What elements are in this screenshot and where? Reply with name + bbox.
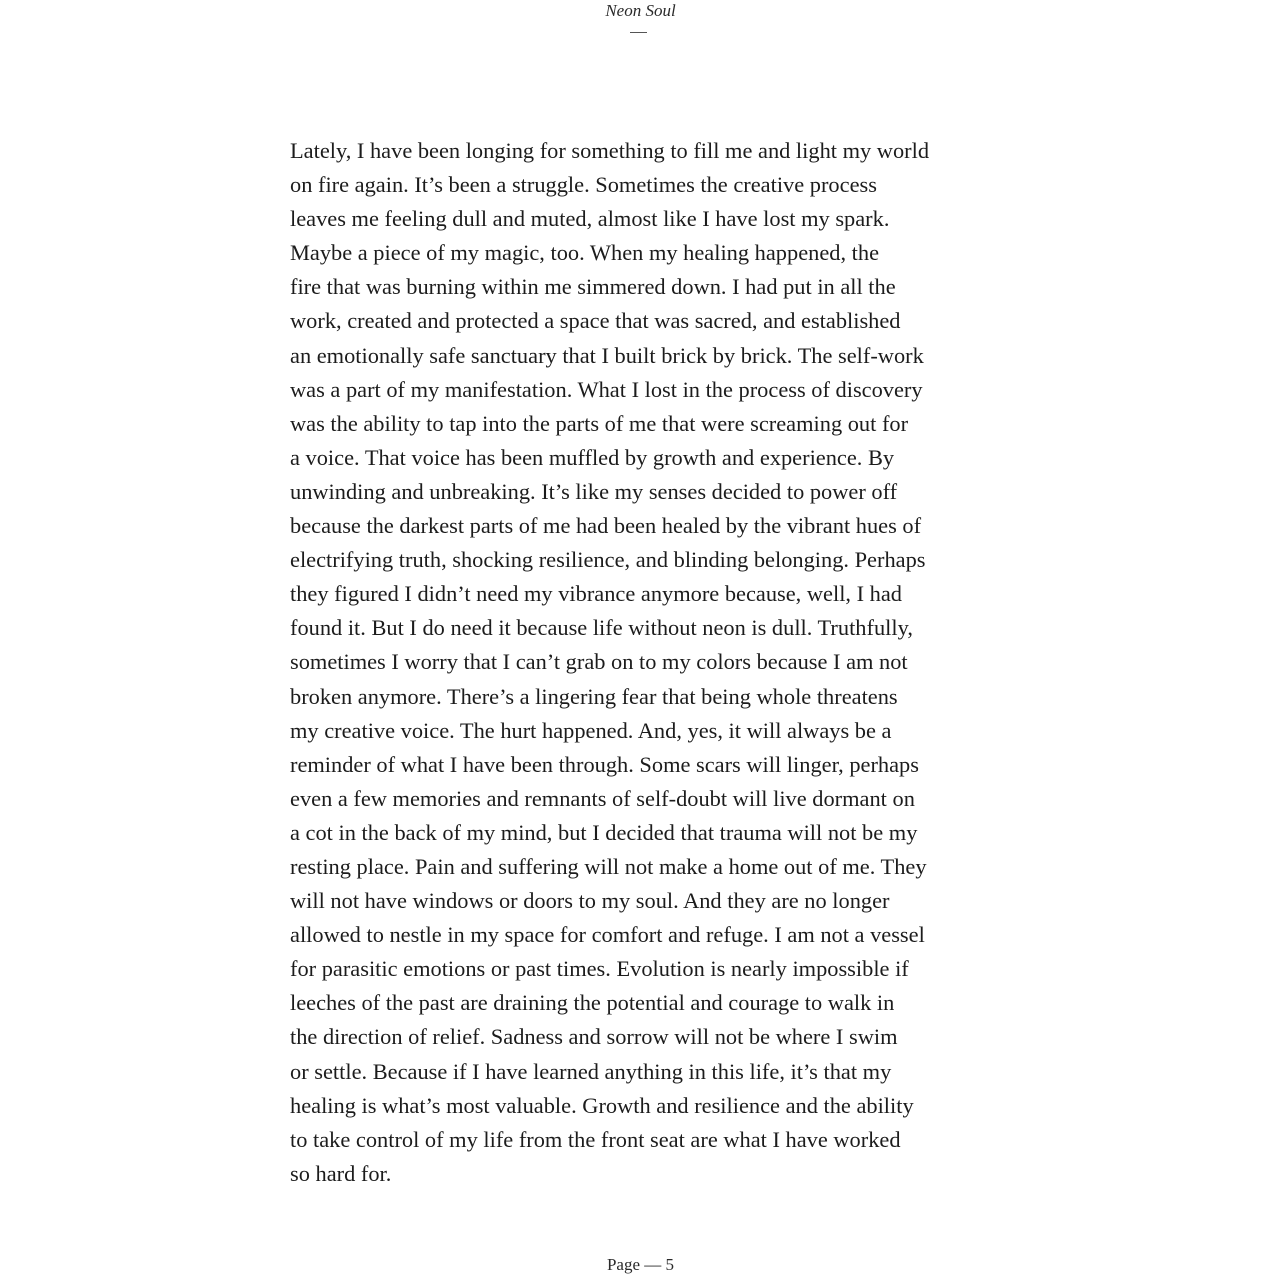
text-line: unwinding and unbreaking. It’s like my senses decided to power off xyxy=(290,478,898,504)
text-line: reminder of what I have been through. Some scars will linger, perhaps xyxy=(290,751,919,777)
text-line: Maybe a piece of my magic, too. When my healing happened, the xyxy=(290,240,880,266)
text-line: they figured I didn’t need my vibrance anymore because, well, I had xyxy=(290,581,902,607)
text-line: so hard for. xyxy=(290,1160,392,1186)
text-line: because the darkest parts of me had been healed by the vibrant hues of xyxy=(290,513,922,539)
book-title: Neon Soul xyxy=(605,1,676,20)
text-line: a voice. That voice has been muffled by growth and experience. By xyxy=(290,444,895,470)
text-line: work, created and protected a space that was sacred, and established xyxy=(290,308,901,334)
text-line: will not have windows or doors to my soul. And they are no longer xyxy=(290,888,890,914)
text-line: was the ability to tap into the parts of me that were screaming out for xyxy=(290,410,909,436)
text-line: for parasitic emotions or past times. Evolution is nearly impossible if xyxy=(290,956,909,982)
text-line: my creative voice. The hurt happened. And, yes, it will always be a xyxy=(290,717,892,743)
text-line: the direction of relief. Sadness and sorrow will not be where I swim xyxy=(290,1024,898,1050)
page-number: Page — 5 xyxy=(606,1255,675,1274)
text-line: on fire again. It’s been a struggle. Sometimes the creative process xyxy=(290,172,877,198)
header-rule xyxy=(630,32,647,33)
text-line: Lately, I have been longing for something to fill me and light my world xyxy=(290,138,930,163)
text-line: healing is what’s most valuable. Growth and resilience and the ability xyxy=(290,1092,914,1118)
body-text xyxy=(290,134,1010,1191)
text-line: resting place. Pain and suffering will not make a home out of me. They xyxy=(290,853,927,879)
text-line: found it. But I do need it because life without neon is dull. Truthfully, xyxy=(290,615,913,641)
text-line: sometimes I worry that I can’t grab on to my colors because I am not xyxy=(290,649,908,675)
text-line: electrifying truth, shocking resilience, and blinding belonging. Perhaps xyxy=(290,547,926,573)
text-line: leaves me feeling dull and muted, almost like I have lost my spark. xyxy=(290,206,890,232)
text-line: was a part of my manifestation. What I lost in the process of discovery xyxy=(290,376,923,402)
text-line: fire that was burning within me simmered down. I had put in all the xyxy=(290,274,896,300)
text-line: broken anymore. There’s a lingering fear that being whole threatens xyxy=(290,683,898,709)
text-line: an emotionally safe sanctuary that I built brick by brick. The self-work xyxy=(290,342,924,368)
text-line: a cot in the back of my mind, but I decided that trauma will not be my xyxy=(290,819,918,845)
text-line: or settle. Because if I have learned anything in this life, it’s that my xyxy=(290,1058,892,1084)
text-line: leeches of the past are draining the potential and courage to walk in xyxy=(290,990,895,1016)
text-line: allowed to nestle in my space for comfort and refuge. I am not a vessel xyxy=(290,922,925,948)
text-line: even a few memories and remnants of self-doubt will live dormant on xyxy=(290,785,915,811)
text-line: to take control of my life from the front seat are what I have worked xyxy=(290,1126,901,1152)
